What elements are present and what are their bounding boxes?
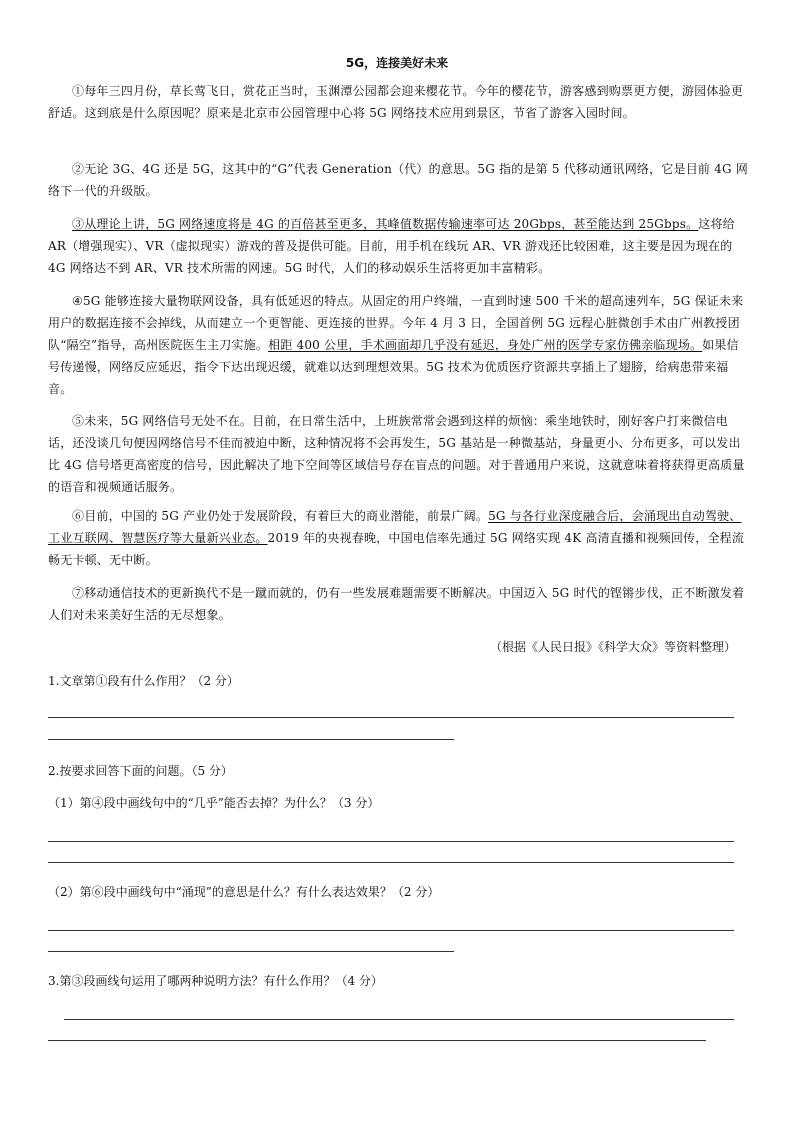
answer-line[interactable] (48, 1040, 706, 1041)
answer-line[interactable] (48, 739, 454, 740)
underlined-sentence: 相距 400 公里，手术画面却几乎没有延迟，身处广州的医学专家仿佛亲临现场。 (268, 338, 703, 352)
question-2-1: （1）第④段中画线句中的“几乎”能否去掉？为什么？（3 分） (48, 796, 380, 810)
question-2-2: （2）第⑥段中画线句中“涌现”的意思是什么？有什么表达效果？（2 分） (48, 885, 440, 899)
paragraph-text: 这将给 AR（增强现实）、VR（虚拟现实）游戏的普及提供可能。目前，用手机在线玩 AR、VR 游戏还比较困难，这主要是因为现在的 4G 网络达不到 AR、VR 技术所需的网速。5G 时代，人们的移动娱乐生活将更加丰富精彩。 (48, 217, 735, 275)
underlined-sentence: ③从理论上讲，5G 网络速度将是 4G 的百倍甚至更多，其峰值数据传输速率可达 20Gbps，甚至能达到 25Gbps。 (72, 217, 699, 231)
paragraph-text: ⑥目前，中国的 5G 产业仍处于发展阶段，有着巨大的商业潜能，前景广阔。 (72, 509, 489, 523)
paragraph-2 (48, 158, 748, 202)
question-1: 1.文章第①段有什么作用？（2 分） (48, 674, 239, 688)
question-3: 3.第③段画线句运用了哪两种说明方法？有什么作用？（4 分） (48, 974, 383, 988)
underlined-sentence: 5G 与各行业深度融合后，会涌现出自动驾驶、工业互联网、智慧医疗等大量新兴业态。 (48, 509, 742, 545)
answer-line[interactable] (64, 1019, 734, 1020)
answer-line[interactable] (48, 951, 454, 952)
paragraph-text: 如果信号传递慢，网络反应延迟，指令下达出现迟缓，就难以达到理想效果。5G 技术为优质医疗资源共享插上了翅膀，给病患带来福音。 (48, 338, 739, 396)
paragraph-5 (48, 410, 748, 498)
answer-line[interactable] (48, 862, 734, 863)
paragraph-text: ⑤未来，5G 网络信号无处不在。目前，在日常生活中，上班族常常会遇到这样的烦恼：乘坐地铁时，刚好客户打来微信电话，还没谈几句便因网络信号不佳而被迫中断，这种情况将不会再发生，5G 基站是一种微基站，身量更小、分布更多，可以发出比 4G 信号塔更高密度的信号，因此解决了地下空间等区域信号存在盲点的问题。对于普通用户来说，这就意味着将获得更高质量的语音和视频通话服务。 (48, 414, 745, 494)
paragraph-6 (48, 505, 748, 571)
paragraph-text: ①每年三四月份，草长莺飞日，赏花正当时，玉渊潭公园都会迎来樱花节。今年的樱花节，游客感到购票更方便，游园体验更舒适。这到底是什么原因呢？原来是北京市公园管理中心将 5G 网络技术应用到景区，节省了游客入园时间。 (48, 84, 744, 120)
answer-line[interactable] (48, 841, 734, 842)
paragraph-4 (48, 290, 748, 400)
paragraph-text: ④5G 能够连接大量物联网设备，具有低延迟的特点。从固定的用户终端，一直到时速 500 千米的超高速列车，5G 保证未来用户的数据连接不会掉线，从而建立一个更智能、更连接的世界。今年 4 月 3 日，全国首例 5G 远程心脏微创手术由广州教授团队“隔空”指导，高州医院医生主刀实施。 (48, 294, 744, 352)
source-note: （根据《人民日报》《科学大众》等资料整理） (489, 640, 736, 654)
article-title: 5G，连接美好未来 (345, 56, 449, 70)
paragraph-1 (48, 80, 748, 124)
paragraph-7 (48, 582, 748, 626)
paragraph-text: 2019 年的央视春晚，中国电信率先通过 5G 网络实现 4K 高清直播和视频回传，全程流畅无卡顿、无中断。 (48, 531, 745, 567)
answer-line[interactable] (48, 717, 734, 718)
paragraph-text: ⑦移动通信技术的更新换代不是一蹴而就的，仍有一些发展难题需要不断解决。中国迈入 5G 时代的铿锵步伐，正不断激发着人们对未来美好生活的无尽想象。 (48, 586, 745, 622)
answer-line[interactable] (48, 930, 734, 931)
question-2: 2.按要求回答下面的问题。（5 分） (48, 764, 233, 778)
paragraph-text: ②无论 3G、4G 还是 5G，这其中的“G”代表 Generation（代）的意思。5G 指的是第 5 代移动通讯网络，它是目前 4G 网络下一代的升级版。 (48, 162, 748, 198)
paragraph-3 (48, 213, 748, 279)
